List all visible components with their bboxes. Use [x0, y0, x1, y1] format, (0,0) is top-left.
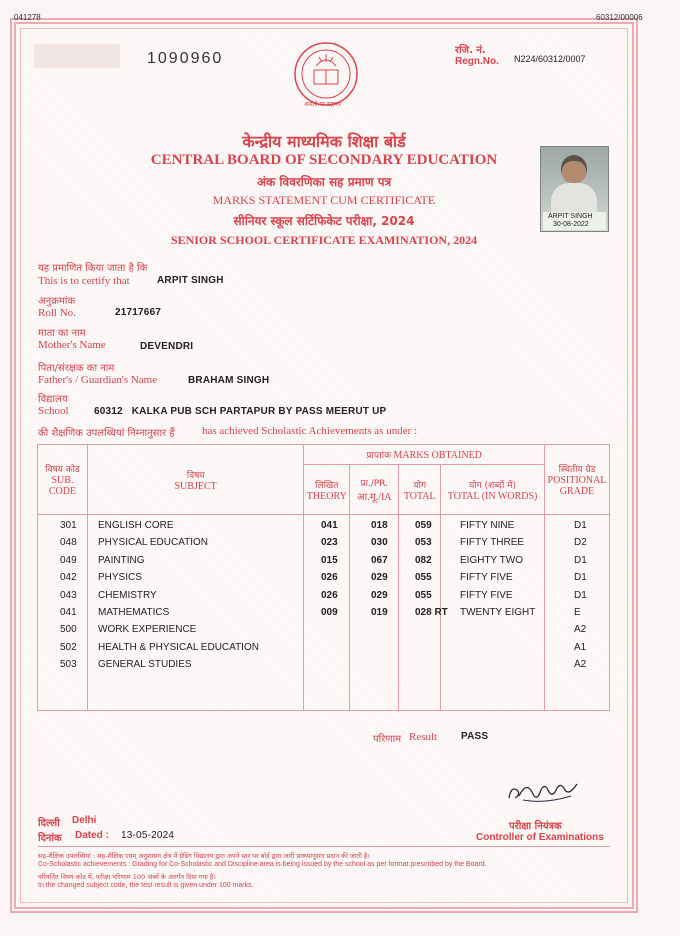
footer-divider — [38, 846, 610, 847]
cell-theory: 026 — [321, 572, 338, 584]
seal-caption: असतो मा सद्गमय — [304, 101, 341, 108]
header-total-hindi: योग — [413, 480, 427, 491]
cell-theory: 009 — [321, 607, 338, 618]
cell-theory: 023 — [321, 537, 338, 549]
father-label-hindi: पिता/संरक्षक का नाम — [38, 363, 115, 374]
cell-words: FIFTY THREE — [460, 537, 525, 549]
cell-total: 028 RT — [415, 607, 448, 618]
cell-code: 503 — [60, 659, 77, 671]
header-subject-label: SUBJECT — [174, 480, 217, 492]
header-total — [399, 465, 441, 515]
cell-words: FIFTY FIVE — [460, 572, 513, 584]
result-value: PASS — [461, 731, 489, 742]
cell-subject: ENGLISH CORE — [98, 520, 174, 531]
certify-label: This is to certify that — [38, 275, 130, 287]
cell-theory: 015 — [321, 554, 338, 566]
cell-words: EIGHTY TWO — [460, 554, 523, 566]
note-english-2: In the changed subject code, the test result is given under 100 marks. — [38, 882, 254, 889]
roll-number: 21717667 — [115, 307, 162, 318]
roll-label-hindi: अनुक्रमांक — [38, 296, 76, 307]
statement-title-hindi: अंक विवरणिका सह प्रमाण पत्र — [256, 175, 392, 189]
cell-total: 055 — [415, 572, 432, 584]
place-label: Delhi — [72, 815, 97, 826]
header-sub-code-hindi: विषय कोड — [45, 465, 80, 475]
cell-grade: D1 — [574, 520, 587, 531]
header-grade-label: POSITIONAL GRADE — [547, 475, 607, 497]
header-theory-label: THEORY — [306, 490, 347, 502]
cell-subject: PHYSICAL EDUCATION — [98, 537, 209, 549]
cell-code: 043 — [60, 589, 77, 601]
cell-total: 055 — [415, 589, 432, 601]
photo-name: ARPIT SINGH — [548, 213, 593, 220]
result-label-hindi: परिणाम — [373, 734, 402, 745]
controller-label: Controller of Examinations — [476, 832, 604, 843]
header-grade-hindi: स्थितीय ग्रेड — [558, 465, 596, 475]
regn-label-hindi: रजि. नं. — [455, 45, 486, 56]
cell-code: 500 — [60, 624, 77, 636]
cell-words: TWENTY EIGHT — [460, 607, 536, 618]
photo-date: 30-08-2022 — [553, 221, 589, 228]
regn-label: Regn.No. — [455, 56, 499, 67]
header-theory — [304, 465, 350, 515]
school-label-hindi: विद्यालय — [38, 394, 68, 405]
certify-label-hindi: यह प्रमाणित किया जाता है कि — [38, 263, 148, 274]
header-practical — [350, 465, 399, 515]
cell-practical: 067 — [371, 554, 388, 566]
header-practical-label: आ.मू./IA — [356, 492, 392, 503]
cell-practical: 029 — [371, 572, 388, 584]
controller-signature — [505, 776, 581, 811]
cell-practical: 030 — [371, 537, 388, 549]
board-name-hindi: केन्द्रीय माध्यमिक शिक्षा बोर्ड — [242, 132, 406, 151]
cell-code: 301 — [60, 520, 77, 531]
header-theory-hindi: लिखित — [315, 480, 339, 491]
cell-words: FIFTY NINE — [460, 520, 515, 531]
cell-grade: A2 — [574, 624, 587, 636]
statement-title: MARKS STATEMENT CUM CERTIFICATE — [212, 193, 436, 207]
cell-grade: D2 — [574, 537, 587, 549]
header-subject-hindi: विषय — [186, 470, 205, 481]
serial-number: 1090960 — [147, 50, 224, 67]
cell-grade: E — [574, 607, 581, 618]
note-english-1: Co-Scholastic achievements : Grading for Co-Scholastic and Discipline area is being issued by the school as per format prescribed by the Board. — [38, 861, 487, 868]
school-name: 60312 KALKA PUB SCH PARTAPUR BY PASS MEERUT UP — [94, 406, 387, 417]
cell-words: FIFTY FIVE — [460, 589, 513, 601]
father-name: BRAHAM SINGH — [188, 375, 270, 386]
mother-name: DEVENDRI — [140, 341, 194, 352]
cell-practical: 018 — [371, 520, 388, 531]
header-total-label: TOTAL — [403, 490, 436, 502]
cell-grade: D1 — [574, 554, 587, 566]
cell-code: 048 — [60, 537, 77, 549]
exam-title-hindi: सीनियर स्कूल सर्टिफिकेट परीक्षा, 2024 — [233, 214, 415, 228]
cell-subject: PAINTING — [98, 554, 145, 566]
achievement-label: has achieved Scholastic Achievements as under : — [202, 425, 418, 437]
header-practical-hindi: प्रा./PR. — [360, 479, 389, 489]
cell-practical: 019 — [371, 607, 388, 618]
exam-title: SENIOR SCHOOL CERTIFICATE EXAMINATION, 2024 — [170, 233, 478, 247]
header-grade — [544, 445, 609, 515]
controller-label-hindi: परीक्षा नियंत्रक — [509, 821, 562, 832]
cell-subject: HEALTH & PHYSICAL EDUCATION — [98, 641, 259, 653]
cell-subject: MATHEMATICS — [98, 607, 170, 618]
cell-theory: 041 — [321, 520, 338, 531]
cell-grade: D1 — [574, 572, 587, 584]
cell-code: 502 — [60, 641, 77, 653]
regn-number: N224/60312/0007 — [514, 54, 586, 64]
cell-code: 042 — [60, 572, 77, 584]
header-words-label: TOTAL (IN WORDS) — [447, 490, 538, 502]
header-sub-code-label: SUB. CODE — [48, 475, 77, 497]
cell-code: 041 — [60, 607, 77, 618]
cell-practical: 029 — [371, 589, 388, 601]
result-label: Result — [409, 731, 438, 743]
cell-total: 082 — [415, 554, 432, 566]
achievement-label-hindi: की शैक्षणिक उपलब्धियां निम्नानुसार हैं — [38, 428, 175, 439]
place-label-hindi: दिल्ली — [38, 818, 60, 829]
father-label: Father's / Guardian's Name — [38, 374, 158, 386]
cell-grade: A2 — [574, 659, 587, 671]
header-marks-obtained — [304, 445, 545, 465]
date-label-hindi: दिनांक — [38, 833, 62, 844]
cell-code: 049 — [60, 554, 77, 566]
header-subject — [87, 445, 303, 515]
cell-subject: GENERAL STUDIES — [98, 659, 192, 671]
school-label: School — [38, 405, 69, 417]
cell-total: 059 — [415, 520, 432, 531]
cell-grade: A1 — [574, 641, 587, 653]
mother-label-hindi: माता का नाम — [38, 328, 86, 339]
mother-label: Mother's Name — [38, 339, 106, 351]
cell-subject: CHEMISTRY — [98, 589, 157, 601]
cell-grade: D1 — [574, 589, 587, 601]
faded-stamp-area — [34, 44, 120, 68]
header-words-hindi: योग (शब्दों में) — [469, 480, 517, 491]
cell-subject: WORK EXPERIENCE — [98, 624, 197, 636]
candidate-name: ARPIT SINGH — [157, 275, 224, 286]
header-sub-code — [38, 445, 88, 515]
cell-total: 053 — [415, 537, 432, 549]
cell-subject: PHYSICS — [98, 572, 142, 584]
top-left-number: 041278 — [14, 13, 41, 22]
header-marks-label: MARKS OBTAINED — [393, 450, 482, 461]
date-label: Dated : — [75, 830, 109, 841]
header-marks-hindi: प्राप्तांक — [366, 451, 391, 461]
header-total-words — [441, 465, 545, 515]
cell-theory: 026 — [321, 589, 338, 601]
note-hindi-1: सह-शैक्षिक उपलब्धियां : सह-शैक्षिक एवम् अनुशासन क्षेत्र में ग्रेडिंग विद्यालय द्वारा अपने स्तर पर बोर्ड द्वारा जारी प्रारूपानुसार प्रदान की जाती है। — [38, 852, 370, 860]
note-hindi-2: परिवर्तित विषय कोड में, परीक्षा परिणाम 100 अंकों के अंतर्गत दिया गया है। — [38, 873, 216, 881]
top-right-number: 60312/00006 — [596, 13, 643, 22]
roll-label: Roll No. — [38, 307, 76, 319]
issue-date: 13-05-2024 — [121, 830, 175, 841]
board-name: CENTRAL BOARD OF SECONDARY EDUCATION — [150, 152, 498, 168]
